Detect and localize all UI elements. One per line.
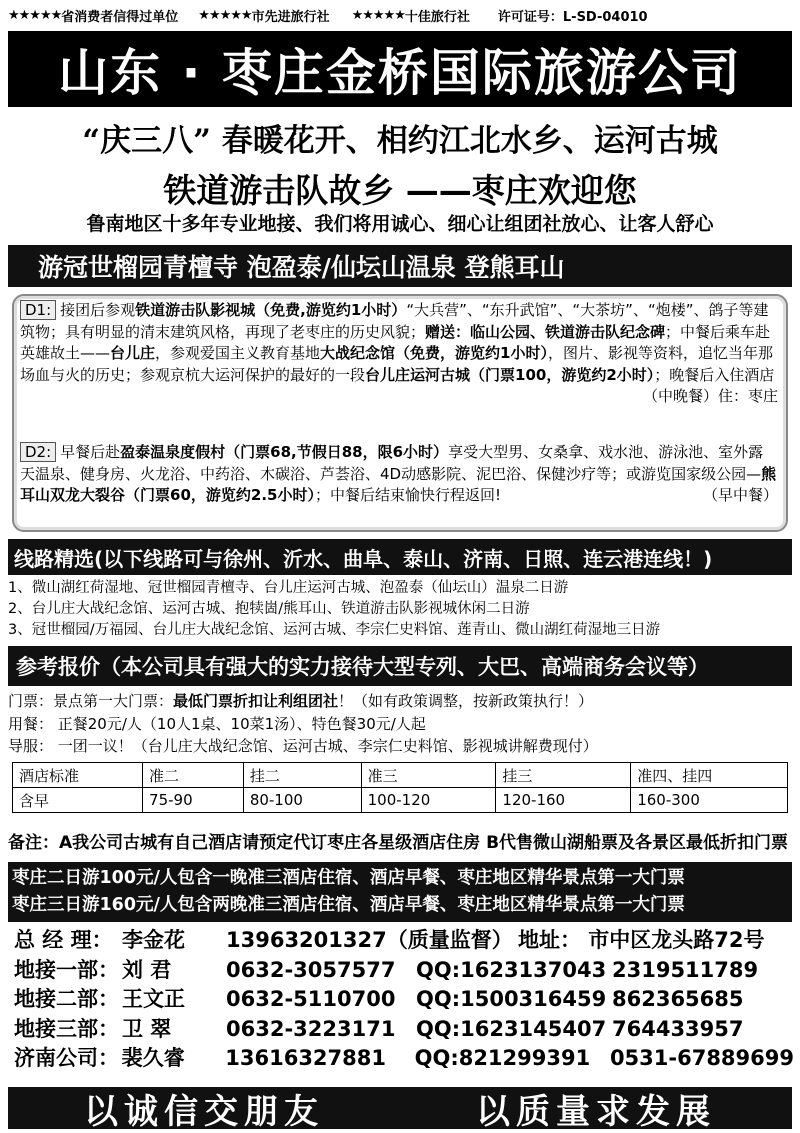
- table-header-cell: 准三: [361, 763, 496, 788]
- list-item: 2、台儿庄大战纪念馆、运河古城、抱犊崮/熊耳山、铁道游击队影视城休闲二日游: [8, 601, 530, 617]
- day1-meals: （中晚餐）住：枣庄: [642, 387, 778, 405]
- role-label: 济南公司：: [14, 1046, 119, 1070]
- day1-part: ；中餐后乘车赴英雄故土——: [20, 322, 771, 362]
- contact-qq: QQ:821299391: [414, 1046, 591, 1070]
- headline-slogan: “庆三八” 春暖花开、相约江北水乡、运河古城: [82, 123, 718, 159]
- contact-extra: 2319511789: [612, 957, 759, 982]
- pricing-bar: [8, 646, 792, 686]
- table-row: [13, 788, 788, 813]
- manager-row: [14, 926, 794, 956]
- contact-row: [14, 1015, 794, 1045]
- contact-extra: 0531-67889699: [609, 1046, 794, 1070]
- day2-part: ；中餐后结束愉快行程返回!: [314, 486, 501, 504]
- contact-extra: 764433957: [612, 1016, 744, 1041]
- contact-row: [14, 956, 794, 986]
- three-day-tour: 枣庄三日游160元/人包含两晚准三酒店住宿、酒店早餐、枣庄地区精华景点第一大门票: [12, 895, 685, 915]
- table-cell: 100-120: [361, 788, 496, 813]
- contact-name: 卫 翠: [122, 1016, 172, 1041]
- table-cell: 120-160: [496, 788, 631, 813]
- contact-row: [14, 1044, 794, 1074]
- motto-left: 以诚信交朋友: [84, 1091, 324, 1132]
- contact-list: [14, 926, 794, 1074]
- award-bar: [0, 0, 800, 30]
- contact-qq: QQ:1500316459: [416, 987, 607, 1011]
- day1-part: “大兵营”、“东升武馆”、“大茶坊”、“炮楼”、鸽子等建筑物；具有明显的清末建筑风格，再现了老枣庄的历史风貌；: [20, 301, 769, 341]
- route-title: 游冠世榴园青檀寺 泡盈泰/仙坛山温泉 登熊耳山: [38, 253, 565, 282]
- award2-text: 市先进旅行社: [251, 9, 330, 25]
- day2-label: D2:: [20, 442, 56, 462]
- contact-row: [14, 985, 794, 1015]
- day1-highlight: 台儿庄运河古城（门票100，游览约2小时）: [365, 365, 655, 384]
- day1-label: D1:: [20, 300, 56, 320]
- table-header-cell: 挂二: [243, 763, 361, 788]
- day1-highlight: 赠送：临山公园、铁道游击队纪念碑: [425, 322, 666, 341]
- contact-phone: 0632-3223171: [226, 1016, 396, 1041]
- table-header-cell: 准二: [143, 763, 244, 788]
- contact-phone: 0632-3057577: [226, 957, 396, 982]
- day1-part: 接团后参观: [60, 301, 136, 319]
- table-cell: 含早: [13, 788, 143, 813]
- remark-note: 备注：A我公司古城有自己酒店请预定代订枣庄各星级酒店住房 B代售微山湖船票及各景区最低折扣门票: [8, 833, 789, 853]
- award3-text: 十佳旅行社: [404, 9, 470, 25]
- contact-phone: 13616327881: [225, 1046, 386, 1070]
- day1-highlight: 大战纪念馆（免费，游览约1小时）: [320, 344, 548, 362]
- service-slogan: 鲁南地区十多年专业地接、我们将用诚心、细心让组团社放心、让客人舒心: [86, 213, 714, 235]
- contact-name: 王文正: [122, 987, 185, 1011]
- contact-extra: 862365685: [612, 987, 744, 1011]
- route-selection-title: 线路精选(以下线路可与徐州、沂水、曲阜、泰山、济南、日照、连云港连线！): [14, 546, 713, 571]
- itinerary-box: [12, 294, 788, 532]
- contact-name: 李金花: [122, 928, 185, 952]
- route-selection-list: [8, 578, 792, 641]
- day2-text: [20, 442, 778, 507]
- ticket-label: 门票：景点第一大门票：: [8, 692, 174, 710]
- award2-stars: ★★★★★: [198, 7, 252, 23]
- table-cell: 75-90: [143, 788, 244, 813]
- bottom-motto-bar: [8, 1087, 792, 1132]
- guide-line: 导服： 一团一议！（台儿庄大战纪念馆、运河古城、李宗仁史料馆、影视城讲解费现付）: [8, 737, 598, 755]
- hotel-price-table: [12, 762, 788, 813]
- contact-qq: QQ:1623137043: [416, 957, 607, 982]
- pricing-details: [8, 690, 792, 758]
- two-day-tour: 枣庄二日游100元/人包含一晚准三酒店住宿、酒店早餐、枣庄地区精华景点第一大门票: [12, 868, 685, 888]
- contact-phone: 0632-5110700: [226, 987, 396, 1011]
- list-item: 1、微山湖红荷湿地、冠世榴园青檀寺、台儿庄运河古城、泡盈泰（仙坛山）温泉二日游: [8, 580, 569, 596]
- role-label: 地接一部：: [14, 957, 119, 982]
- role-label: 总 经 理：: [14, 928, 113, 952]
- contact-name: 裴久睿: [121, 1046, 185, 1070]
- table-cell: 80-100: [243, 788, 361, 813]
- company-banner: [8, 31, 792, 107]
- pricing-title: 参考报价（本公司具有强大的实力接待大型专列、大巴、高端商务会议等）: [16, 655, 709, 679]
- ticket-note: ！（如有政策调整，按新政策执行！）: [338, 692, 594, 710]
- contact-phone: 13963201327（质量监督）: [226, 928, 513, 952]
- list-item: 3、冠世榴园/万福园、台儿庄大战纪念馆、运河古城、李宗仁史料馆、莲青山、微山湖红荷湿地三日游: [8, 622, 661, 638]
- welcome-slogan: 铁道游击队故乡 ——枣庄欢迎您: [163, 171, 637, 210]
- award3-stars: ★★★★★: [351, 7, 405, 23]
- day2-part: 享受大型男、女桑拿、戏水池、游泳池、室外露天温泉、健身房、火龙浴、中药浴、木碳浴、芦荟浴、4D动感影院、泥巴浴、保健沙疗等；或游览国家级公园—: [20, 443, 764, 483]
- company-name: 山东 · 枣庄金桥国际旅游公司: [58, 44, 742, 102]
- table-header-cell: 准四、挂四: [631, 763, 788, 788]
- day2-part: 早餐后赴: [60, 443, 121, 461]
- day1-part: ，图片、影视等资料，追忆当年那场血与火的历史；参观京杭大运河保护的最好的一段: [20, 344, 774, 384]
- ticket-highlight: 最低门票折扣让利组团社: [173, 692, 339, 710]
- day2-highlight: 盈泰温泉度假村（门票68,节假日88，限6小时）: [120, 443, 449, 461]
- ticket-line: [8, 690, 792, 713]
- role-label: 地接三部：: [14, 1016, 119, 1041]
- day1-part: ，参观爱国主义教育基地: [155, 344, 321, 362]
- meal-line: 用餐： 正餐20元/人（10人1桌、10菜1汤）、特色餐30元/人起: [8, 714, 426, 733]
- contact-qq: QQ:1623145407: [416, 1016, 607, 1041]
- day1-highlight: 台儿庄: [110, 344, 156, 362]
- table-header-cell: 挂三: [496, 763, 631, 788]
- contact-name: 刘 君: [122, 957, 172, 982]
- table-header-cell: 酒店标准: [13, 763, 143, 788]
- role-label: 地接二部：: [14, 987, 119, 1011]
- table-row: [13, 763, 788, 788]
- day1-text: [20, 300, 778, 408]
- day2-meals: （早中餐）: [702, 486, 778, 504]
- company-address: 地址： 市中区龙头路72号: [518, 928, 765, 952]
- motto-right: 以质量求发展: [476, 1091, 716, 1132]
- license-number: 许可证号：L-SD-04010: [497, 9, 648, 25]
- route-selection-bar: [8, 539, 792, 575]
- tour-price-bar: [8, 862, 792, 922]
- day1-highlight: 铁道游击队影视城（免费,游览约1小时）: [135, 301, 407, 319]
- award1-stars: ★★★★★: [8, 7, 62, 23]
- table-cell: 160-300: [631, 788, 788, 813]
- day2-highlight: 熊耳山双龙大裂谷（门票60，游览约2.5小时）: [20, 464, 777, 504]
- award1-text: 省消费者信得过单位: [61, 9, 179, 25]
- route-title-bar: [8, 245, 792, 287]
- day1-part: ；晚餐后入住酒店: [654, 365, 775, 384]
